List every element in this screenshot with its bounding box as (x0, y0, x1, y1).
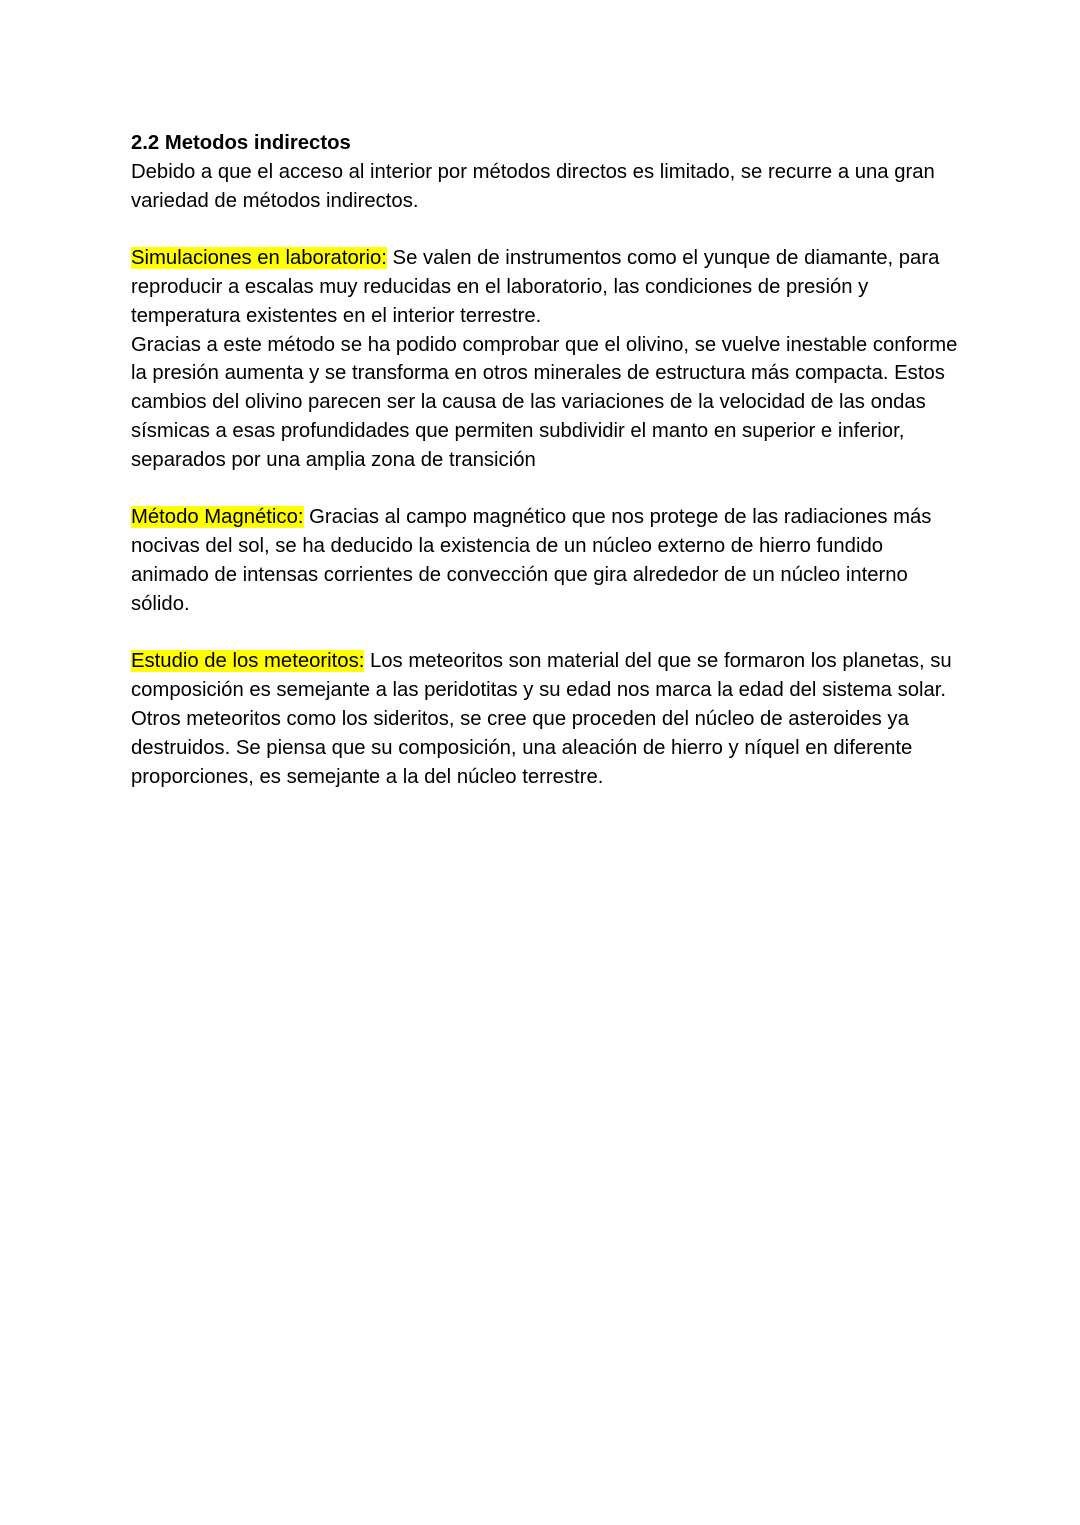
highlighted-label: Método Magnético: (131, 506, 304, 529)
paragraph-spacer (131, 475, 961, 504)
highlighted-label: Simulaciones en laboratorio: (131, 247, 387, 270)
intro-paragraph: Debido a que el acceso al interior por métodos directos es limitado, se recurre a una gran variedad de métodos indirectos. (131, 160, 935, 212)
paragraph-spacer (131, 215, 961, 244)
method-paragraph-lab-simulations-continued: Gracias a este método se ha podido comprobar que el olivino, se vuelve inestable conforme la presión aumenta y se transforma en otros minerales de estructura más compacta. Estos cambios del olivino parecen ser la causa de las variaciones de la velocidad de las ondas sísmicas a esas profundidades que permiten subdividir el manto en superior e inferior, separados por una amplia zona de transición (131, 333, 958, 471)
method-text: Gracias al campo magnético que nos protege de las radiaciones más nocivas del sol, se ha deducido la existencia de un núcleo externo de hierro fundido animado de intensas corrientes de convección que gira alrededor de un núcleo interno sólido. (131, 506, 932, 615)
document-page (131, 129, 961, 791)
method-text: Se valen de instrumentos como el yunque de diamante, para reproducir a escalas muy reducidas en el laboratorio, las condiciones de presión y temperatura existentes en el interior terrestre. (131, 247, 940, 327)
method-paragraph-meteorites (131, 647, 961, 791)
method-text: Los meteoritos son material del que se formaron los planetas, su composición es semejante a las peridotitas y su edad nos marca la edad del sistema solar. Otros meteoritos como los sideritos, se cree que proceden del núcleo de asteroides ya destruidos. Se piensa que su composición, una aleación de hierro y níquel en diferente proporciones, es semejante a la del núcleo terrestre. (131, 650, 952, 788)
highlighted-label: Estudio de los meteoritos: (131, 650, 365, 673)
method-paragraph-lab-simulations (131, 244, 961, 330)
method-paragraph-magnetic (131, 503, 961, 618)
paragraph-spacer (131, 619, 961, 648)
section-heading: 2.2 Metodos indirectos (131, 132, 351, 154)
